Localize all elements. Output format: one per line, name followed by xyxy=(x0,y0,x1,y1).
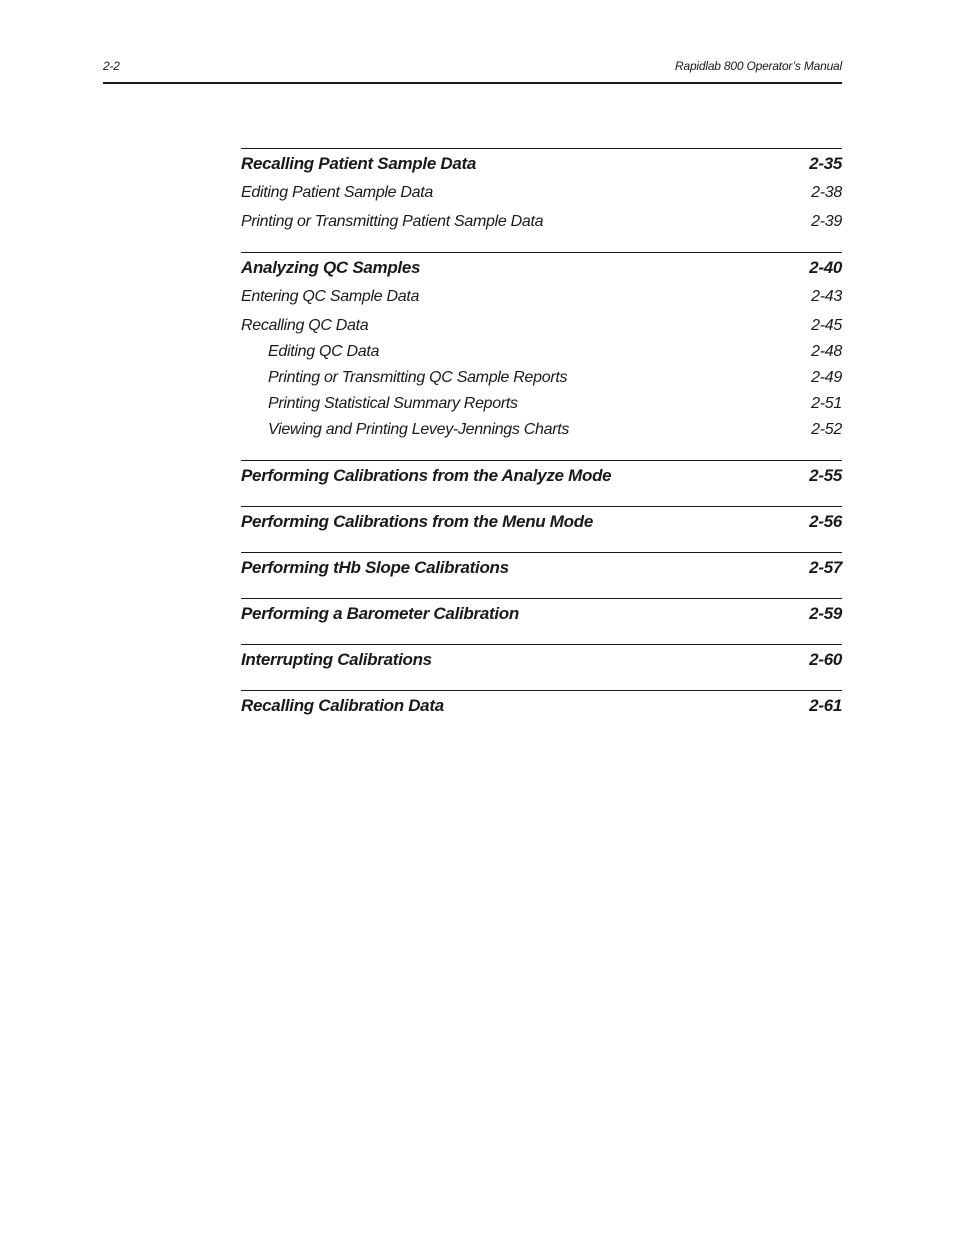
toc-entry[interactable] xyxy=(241,420,842,443)
toc-entry-page: 2-48 xyxy=(811,343,842,360)
toc-section xyxy=(241,460,842,489)
toc-section xyxy=(241,690,842,719)
toc-entry[interactable] xyxy=(241,154,842,183)
toc-entry[interactable] xyxy=(241,394,842,420)
toc-section xyxy=(241,552,842,581)
toc-entry-page: 2-45 xyxy=(811,317,842,334)
toc-entry[interactable] xyxy=(241,558,842,581)
toc-entry[interactable] xyxy=(241,316,842,342)
toc-entry-title: Entering QC Sample Data xyxy=(241,288,420,305)
toc-entry-page: 2-55 xyxy=(809,466,842,485)
toc-entry-page: 2-40 xyxy=(809,258,842,277)
toc-entry[interactable] xyxy=(241,183,842,212)
toc-entry-page: 2-49 xyxy=(811,369,842,386)
toc-entry[interactable] xyxy=(241,342,842,368)
toc-entry-page: 2-39 xyxy=(811,213,842,230)
toc-entry-title: Recalling Calibration Data xyxy=(241,696,444,715)
toc-entry[interactable] xyxy=(241,368,842,394)
toc-entry-title: Printing or Transmitting QC Sample Reports xyxy=(268,369,568,386)
toc-entry-title: Performing Calibrations from the Menu Mode xyxy=(241,512,593,531)
toc-entry[interactable] xyxy=(241,604,842,627)
toc-section xyxy=(241,644,842,673)
toc-entry[interactable] xyxy=(241,466,842,489)
toc-entry-title: Interrupting Calibrations xyxy=(241,650,432,669)
toc-entry-page: 2-57 xyxy=(809,558,842,577)
toc-entry-title: Performing tHb Slope Calibrations xyxy=(241,558,509,577)
toc-entry-title: Viewing and Printing Levey-Jennings Charts xyxy=(268,421,570,438)
toc-entry[interactable] xyxy=(241,212,842,235)
toc-entry[interactable] xyxy=(241,287,842,316)
toc-entry-page: 2-59 xyxy=(809,604,842,623)
toc-section xyxy=(241,148,842,235)
toc-section xyxy=(241,252,842,443)
toc-entry-title: Analyzing QC Samples xyxy=(241,258,421,277)
toc-entry-page: 2-60 xyxy=(809,650,842,669)
toc-entry-title: Printing Statistical Summary Reports xyxy=(268,395,518,412)
page-header xyxy=(103,56,842,84)
toc-entry-page: 2-61 xyxy=(809,696,842,715)
toc-entry-page: 2-52 xyxy=(811,421,842,438)
toc-entry[interactable] xyxy=(241,258,842,287)
toc-entry-page: 2-35 xyxy=(809,154,842,173)
toc-section xyxy=(241,506,842,535)
toc-entry-title: Editing Patient Sample Data xyxy=(241,184,434,201)
toc-section xyxy=(241,598,842,627)
toc-entry-title: Recalling QC Data xyxy=(241,317,369,334)
toc-entry-page: 2-56 xyxy=(809,512,842,531)
toc-entry-page: 2-51 xyxy=(811,395,842,412)
page-number: 2-2 xyxy=(103,59,120,73)
toc-entry-title: Performing a Barometer Calibration xyxy=(241,604,519,623)
toc-entry-title: Editing QC Data xyxy=(268,343,380,360)
toc-entry-page: 2-43 xyxy=(811,288,842,305)
table-of-contents xyxy=(241,148,842,736)
toc-entry[interactable] xyxy=(241,650,842,673)
manual-title: Rapidlab 800 Operator’s Manual xyxy=(675,59,842,73)
toc-entry-title: Recalling Patient Sample Data xyxy=(241,154,477,173)
toc-entry-title: Performing Calibrations from the Analyze Mode xyxy=(241,466,612,485)
toc-entry[interactable] xyxy=(241,696,842,719)
toc-entry-page: 2-38 xyxy=(811,184,842,201)
toc-entry-title: Printing or Transmitting Patient Sample Data xyxy=(241,213,544,230)
toc-entry[interactable] xyxy=(241,512,842,535)
